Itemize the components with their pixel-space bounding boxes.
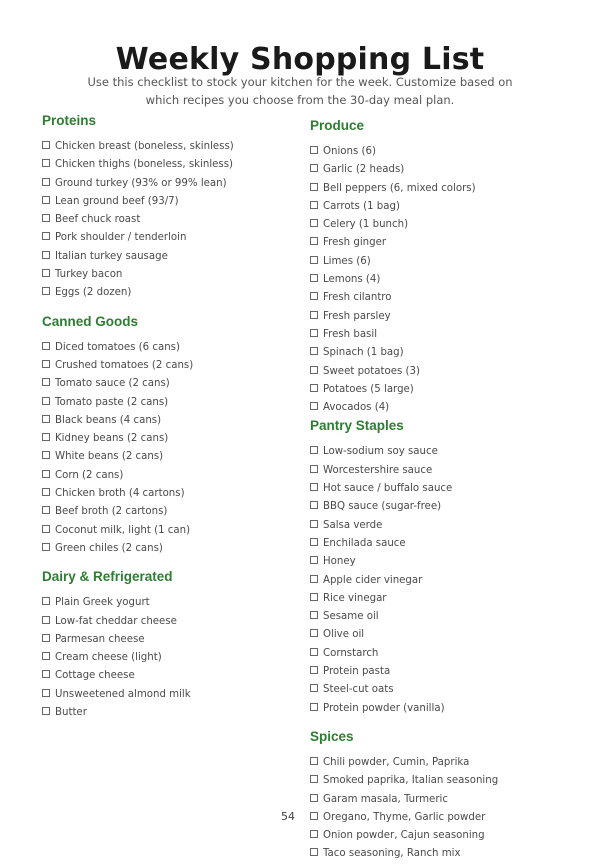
checklist-item[interactable] [42,156,312,174]
checklist-item[interactable] [310,253,580,271]
checkbox-icon[interactable] [42,707,50,715]
checklist-item-label: Cornstarch [323,647,379,659]
checkbox-icon[interactable] [310,830,318,838]
checklist-item-label: Coconut milk, light (1 can) [55,524,191,536]
checkbox-icon[interactable] [42,543,50,551]
checkbox-icon[interactable] [42,488,50,496]
checklist-item-label: Celery (1 bunch) [323,219,409,231]
checklist-item-label: Taco seasoning, Ranch mix [323,848,461,860]
checklist-item[interactable] [310,700,580,718]
checklist-item-label: Potatoes (5 large) [323,383,414,395]
checklist-item-label: Garlic (2 heads) [323,164,405,176]
checkbox-icon[interactable] [310,183,318,191]
checkbox-icon[interactable] [310,648,318,656]
checklist-item[interactable] [310,608,580,626]
section-title-produce: Produce [310,118,365,133]
checklist-item[interactable] [310,772,580,790]
checklist-item-label: Turkey bacon [55,269,123,281]
checklist-item[interactable] [42,229,312,247]
page-title: Weekly Shopping List [115,42,485,77]
checklist-item-label: Low-sodium soy sauce [323,446,438,458]
checkbox-icon[interactable] [310,483,318,491]
checklist-item-label: Avocados (4) [323,402,390,414]
checklist-item[interactable] [310,143,580,161]
checklist-item-label: Salsa verde [323,519,383,531]
checklist-item[interactable] [42,175,312,193]
checklist-item-label: Fresh parsley [323,310,391,322]
checklist-item-label: Cottage cheese [55,670,135,682]
section-dairy [42,568,312,722]
checklist-item[interactable] [310,363,580,381]
checklist-item-label: Hot sauce / buffalo sauce [323,483,453,495]
checklist-item-label: BBQ sauce (sugar-free) [323,501,442,513]
checklist-item-label: Limes (6) [323,255,371,267]
checklist-item[interactable] [42,522,312,540]
checklist-item[interactable] [310,663,580,681]
checklist-item-label: Protein powder (vanilla) [323,702,445,714]
checkbox-icon[interactable] [42,597,50,605]
checkbox-icon[interactable] [42,634,50,642]
page-subtitle: Use this checklist to stock your kitchen for the week. Customize based on which recipes you choose from the 30-day meal plan. [87,75,513,107]
checklist-item[interactable] [310,308,580,326]
checklist-item-label: Worcestershire sauce [323,464,433,476]
checklist-item-label: Rice vinegar [323,592,387,604]
checklist-item[interactable] [42,138,312,156]
checkbox-icon[interactable] [310,556,318,564]
checklist-item-label: Corn (2 cans) [55,469,124,481]
checklist-item-label: Cream cheese (light) [55,652,162,664]
checklist-item[interactable] [42,594,312,612]
checkbox-icon[interactable] [310,384,318,392]
checkbox-icon[interactable] [310,611,318,619]
checklist-item-label: Fresh basil [323,328,378,340]
checklist-item-label: Chili powder, Cumin, Paprika [323,756,470,768]
checklist-item-label: Italian turkey sausage [55,250,168,262]
checkbox-icon[interactable] [310,666,318,674]
spices-list [310,754,580,864]
checkbox-icon[interactable] [42,525,50,533]
checklist-item-label: Tomato paste (2 cans) [55,396,169,408]
checklist-item-label: Oregano, Thyme, Garlic powder [323,811,486,823]
checkbox-icon[interactable] [42,616,50,624]
checkbox-icon[interactable] [42,232,50,240]
checklist-item[interactable] [310,645,580,663]
checklist-item[interactable] [310,180,580,198]
checklist-item[interactable] [310,271,580,289]
checklist-item-label: Plain Greek yogurt [55,597,150,609]
checkbox-icon[interactable] [310,402,318,410]
checklist-item[interactable] [310,161,580,179]
checklist-item[interactable] [310,443,580,461]
checklist-item[interactable] [310,498,580,516]
checklist-item-label: Carrots (1 bag) [323,200,400,212]
checklist-item[interactable] [42,467,312,485]
checklist-item-label: Diced tomatoes (6 cans) [55,341,180,353]
checklist-item-label: Lemons (4) [323,274,381,286]
checkbox-icon[interactable] [310,347,318,355]
checklist-item[interactable] [42,284,312,302]
checklist-item[interactable] [310,845,580,863]
checklist-item[interactable] [310,535,580,553]
checklist-item[interactable] [42,485,312,503]
checkbox-icon[interactable] [310,292,318,300]
checklist-item-label: Onions (6) [323,146,376,157]
checklist-item[interactable] [310,198,580,216]
checklist-item[interactable] [310,827,580,845]
checklist-item[interactable] [42,540,312,558]
checklist-item[interactable] [42,613,312,631]
checklist-item[interactable] [42,211,312,229]
section-title-dairy: Dairy & Refrigerated [42,569,173,585]
checklist-item-label: Unsweetened almond milk [55,688,191,700]
checklist-item-label: Sweet potatoes (3) [323,365,420,377]
pantry-list [310,443,580,717]
checkbox-icon[interactable] [310,164,318,172]
checklist-item[interactable] [42,248,312,266]
dairy-list [42,594,312,722]
checklist-item[interactable] [310,234,580,252]
checkbox-icon[interactable] [42,214,50,222]
checklist-item[interactable] [42,686,312,704]
checkbox-icon[interactable] [42,269,50,277]
checkbox-icon[interactable] [42,470,50,478]
checkbox-icon[interactable] [310,520,318,528]
checklist-item-label: Sesame oil [323,611,379,623]
checklist-item-label: Smoked paprika, Italian seasoning [323,775,499,787]
checkbox-icon[interactable] [42,670,50,678]
checklist-item-label: Pork shoulder / tenderloin [55,232,187,244]
checkbox-icon[interactable] [310,311,318,319]
checklist-item-label: Honey [323,556,356,568]
left-column [42,112,312,722]
checkbox-icon[interactable] [310,703,318,711]
checklist-item-label: Tomato sauce (2 cans) [55,378,170,390]
checklist-item[interactable] [310,480,580,498]
checkbox-icon[interactable] [310,629,318,637]
checklist-item-label: Chicken thighs (boneless, skinless) [55,159,234,171]
checklist-item[interactable] [42,339,312,357]
checklist-item-label: Garam masala, Turmeric [323,793,448,805]
checkbox-icon[interactable] [42,689,50,697]
checklist-item-label: Chicken breast (boneless, skinless) [55,141,234,152]
checklist-item-label: Beef broth (2 cartons) [55,506,168,518]
checklist-item[interactable] [310,754,580,772]
checklist-item[interactable] [42,357,312,375]
checklist-item[interactable] [310,216,580,234]
checklist-item[interactable] [310,626,580,644]
checkbox-icon[interactable] [42,287,50,295]
checklist-item[interactable] [310,326,580,344]
checkbox-icon[interactable] [310,775,318,783]
page-number: 54 [281,810,295,823]
right-column [310,117,580,864]
checkbox-icon[interactable] [310,794,318,802]
checklist-item[interactable] [310,572,580,590]
checklist-item[interactable] [310,289,580,307]
checkbox-icon[interactable] [310,465,318,473]
checkbox-icon[interactable] [310,848,318,856]
checklist-item-label: Low-fat cheddar cheese [55,615,177,627]
canned-goods-list [42,339,312,559]
checklist-item-label: Bell peppers (6, mixed colors) [323,182,476,194]
checkbox-icon[interactable] [42,196,50,204]
checkbox-icon[interactable] [310,219,318,227]
checkbox-icon[interactable] [42,342,50,350]
checklist-item-label: Chicken broth (4 cartons) [55,488,185,500]
checklist-item-label: Protein pasta [323,666,391,678]
checklist-item-label: Apple cider vinegar [323,574,423,586]
checklist-item-label: Lean ground beef (93/7) [55,195,179,207]
checklist-item[interactable] [42,704,312,722]
checklist-item[interactable] [310,517,580,535]
checklist-item[interactable] [42,631,312,649]
section-pantry [310,417,580,717]
checklist-item[interactable] [310,399,580,417]
section-produce [310,117,580,417]
section-title-canned-goods: Canned Goods [42,313,139,329]
section-canned-goods [42,313,312,559]
checkbox-icon[interactable] [310,446,318,454]
checklist-item-label: Black beans (4 cans) [55,414,162,426]
checklist-item-label: Steel-cut oats [323,684,394,696]
checkbox-icon[interactable] [42,652,50,660]
checklist-item-label: Eggs (2 dozen) [55,287,132,299]
checklist-item[interactable] [310,553,580,571]
checklist-item-label: Parmesan cheese [55,633,145,645]
checkbox-icon[interactable] [310,684,318,692]
checkbox-icon[interactable] [310,366,318,374]
checklist-item[interactable] [42,266,312,284]
checkbox-icon[interactable] [310,329,318,337]
checklist-item[interactable] [42,503,312,521]
checklist-item[interactable] [42,412,312,430]
checklist-item-label: Butter [55,707,87,719]
checklist-item[interactable] [42,649,312,667]
checkbox-icon[interactable] [310,256,318,264]
checklist-item-label: White beans (2 cans) [55,451,164,463]
produce-list [310,143,580,417]
checkbox-icon[interactable] [42,506,50,514]
checklist-item-label: Green chiles (2 cans) [55,542,163,554]
checkbox-icon[interactable] [310,575,318,583]
proteins-list [42,138,312,303]
checklist-item-label: Fresh ginger [323,237,387,249]
checklist-item[interactable] [310,590,580,608]
checklist-item-label: Enchilada sauce [323,537,406,549]
checklist-item[interactable] [310,681,580,699]
section-title-proteins: Proteins [42,113,97,128]
checkbox-icon[interactable] [42,159,50,167]
section-title-spices: Spices [310,728,354,744]
checkbox-icon[interactable] [42,378,50,386]
checklist-item-label: Crushed tomatoes (2 cans) [55,359,194,371]
checkbox-icon[interactable] [42,397,50,405]
checkbox-icon[interactable] [310,501,318,509]
checkbox-icon[interactable] [42,451,50,459]
checklist-item[interactable] [42,394,312,412]
checkbox-icon[interactable] [310,201,318,209]
checklist-item-label: Onion powder, Cajun seasoning [323,830,485,842]
checkbox-icon[interactable] [42,178,50,186]
checklist-item[interactable] [42,448,312,466]
checklist-item[interactable] [310,462,580,480]
checkbox-icon[interactable] [42,433,50,441]
checkbox-icon[interactable] [310,593,318,601]
checklist-item[interactable] [42,430,312,448]
checklist-item-label: Olive oil [323,629,365,641]
checkbox-icon[interactable] [42,360,50,368]
checklist-item[interactable] [42,667,312,685]
checklist-item[interactable] [310,381,580,399]
checklist-item[interactable] [310,791,580,809]
section-title-pantry: Pantry Staples [310,418,404,434]
checkbox-icon[interactable] [310,274,318,282]
checkbox-icon[interactable] [42,251,50,259]
checkbox-icon[interactable] [310,538,318,546]
checkbox-icon[interactable] [310,146,318,154]
checklist-item[interactable] [42,193,312,211]
checklist-item-label: Spinach (1 bag) [323,347,404,359]
section-proteins [42,112,312,303]
checklist-item-label: Fresh cilantro [323,292,392,304]
checklist-item[interactable] [42,375,312,393]
checklist-item-label: Kidney beans (2 cans) [55,433,169,445]
checklist-item-label: Ground turkey (93% or 99% lean) [55,177,227,189]
checklist-item[interactable] [310,344,580,362]
checkbox-icon[interactable] [310,757,318,765]
section-spices [310,728,580,864]
checkbox-icon[interactable] [42,415,50,423]
checkbox-icon[interactable] [310,237,318,245]
checklist-item-label: Beef chuck roast [55,214,141,226]
checkbox-icon[interactable] [42,141,50,149]
